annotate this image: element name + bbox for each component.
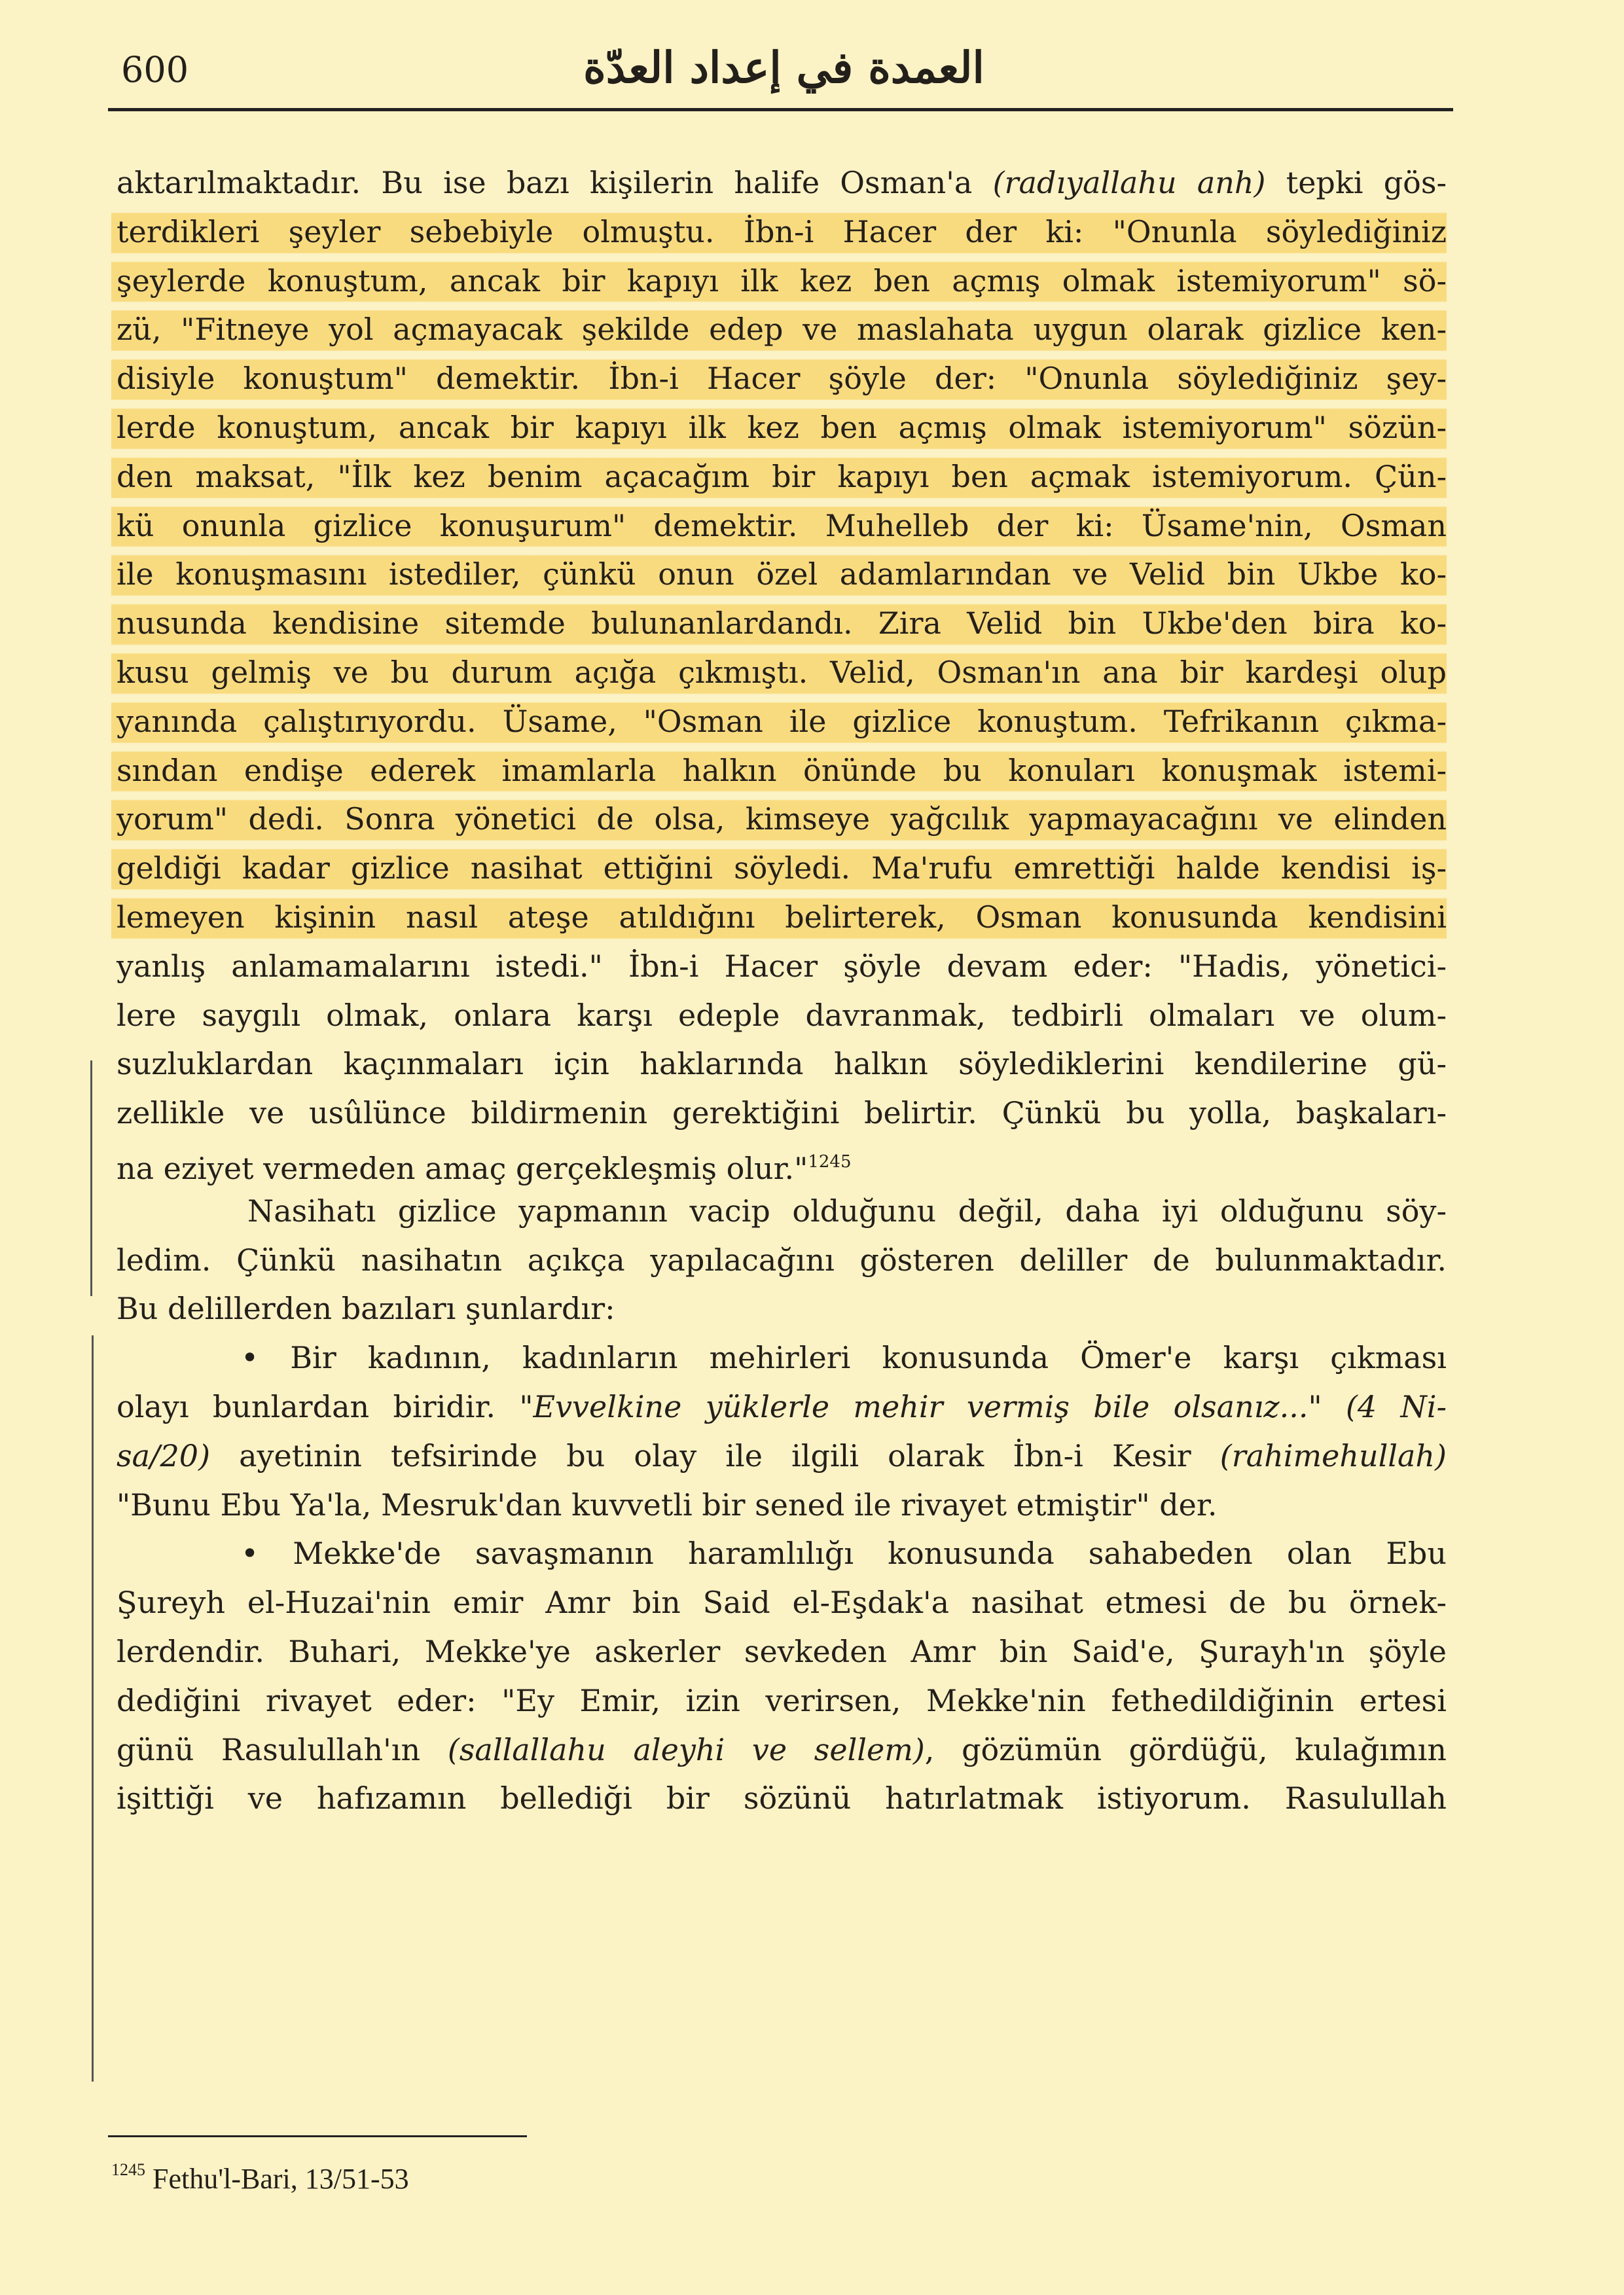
bullet-item: • Mekke'de savaşmanın haramlılığı konusunda sahabeden olan Ebu (241, 1536, 1447, 1572)
text-line: ledim. Çünkü nasihatın açıkça yapılacağını gösteren deliller de bulunmaktadır. (117, 1242, 1447, 1278)
text-line: lere saygılı olmak, onlara karşı edeple davranmak, tedbirli olmaları ve olum- (117, 997, 1447, 1033)
honorific: (radıyallahu anh) (992, 165, 1266, 200)
text-line: Şureyh el-Huzai'nin emir Amr bin Said el-Eşdak'a nasihat etmesi de bu örnek- (117, 1585, 1447, 1621)
text-line: disiyle konuştum" demektir. İbn-i Hacer şöyle der: "Onunla söylediğiniz şey- (111, 354, 1447, 403)
text-line: Bu delillerden bazıları şunlardır: (117, 1291, 615, 1327)
honorific: (sallallahu aleyhi ve sellem) (447, 1731, 925, 1767)
text-line: lerdendir. Buhari, Mekke'ye askerler sevkeden Amr bin Said'e, Şurayh'ın şöyle (117, 1633, 1447, 1669)
text-line: ile konuşmasını istediler, çünkü onun özel adamlarından ve Velid bin Ukbe ko- (111, 550, 1447, 599)
footnote (111, 2160, 409, 2196)
text-line: işittiği ve hafızamın bellediği bir sözünü hatırlatmak istiyorum. Rasulullah (117, 1780, 1447, 1816)
text-line: şeylerde konuştum, ancak bir kapıyı ilk kez ben açmış olmak istemiyorum" sö- (111, 257, 1447, 306)
text-line: kü onunla gizlice konuşurum" demektir. Muhelleb der ki: Üsame'nin, Osman (111, 501, 1447, 551)
pencil-margin-mark (92, 1335, 94, 2082)
body-text (117, 158, 1447, 1823)
text-line: zellikle ve usûlünce bildirmenin gerektiğini belirtir. Çünkü bu yolla, başkaları- (117, 1095, 1447, 1131)
header-rule (108, 108, 1453, 111)
text-line: "Bunu Ebu Ya'la, Mesruk'dan kuvvetli bir sened ile rivayet etmiştir" der. (117, 1487, 1218, 1523)
footnote-rule (108, 2135, 527, 2137)
quran-quote: "Evvelkine yüklerle mehir vermiş bile olsanız..." (4 Ni- (519, 1388, 1447, 1424)
footnote-text: Fethu'l-Bari, 13/51-53 (145, 2163, 409, 2195)
footnote-reference: 1245 (808, 1151, 852, 1172)
text-line: terdikleri şeyler sebebiyle olmuştu. İbn-i Hacer der ki: "Onunla söylediğiniz (111, 208, 1447, 257)
text-line: zü, "Fitneye yol açmayacak şekilde edep ve maslahata uygun olarak gizlice ken- (111, 305, 1447, 354)
text-line: yorum" dedi. Sonra yönetici de olsa, kimseye yağcılık yapmayacağını ve elinden (111, 795, 1447, 844)
text-line: sından endişe ederek imamlarla halkın önünde bu konuları konuşmak istemi- (111, 746, 1447, 795)
text-line: nusunda kendisine sitemde bulunanlardandı. Zira Velid bin Ukbe'den bira ko- (111, 599, 1447, 648)
text-line: na eziyet vermeden amaç gerçekleşmiş olur."$^{1245}$ (117, 1150, 852, 1186)
text-line: suzluklardan kaçınmaları için haklarında halkın söylediklerini kendilerine gü- (117, 1046, 1447, 1082)
page-number: 600 (121, 49, 189, 90)
text-line: den maksat, "İlk kez benim açacağım bir kapıyı ben açmak istemiyorum. Çün- (111, 452, 1447, 501)
bullet-item: • Bir kadının, kadınların mehirleri konusunda Ömer'e karşı çıkması (241, 1340, 1447, 1376)
running-header (115, 39, 1453, 111)
text-line: yanında çalıştırıyordu. Üsame, "Osman ile gizlice konuştum. Tefrikanın çıkma- (111, 697, 1447, 746)
running-title: العمدة في إعداد العدّة (583, 42, 984, 93)
honorific: (rahimehullah) (1219, 1437, 1447, 1473)
text-line: Nasihatı gizlice yapmanın vacip olduğunu değil, daha iyi olduğunu söy- (247, 1193, 1447, 1229)
footnote-number: 1245 (111, 2160, 145, 2179)
text-line: geldiği kadar gizlice nasihat ettiğini söyledi. Ma'rufu emrettiği halde kendisi iş- (111, 844, 1447, 893)
text-line: dediğini rivayet eder: "Ey Emir, izin verirsen, Mekke'nin fethedildiğinin ertesi (117, 1682, 1447, 1718)
text-line: kusu gelmiş ve bu durum açığa çıkmıştı. Velid, Osman'ın ana bir kardeşi olup (111, 648, 1447, 697)
text-line: olayı bunlardan biridir. "Evvelkine yüklerle mehir vermiş bile olsanız..." (4 Ni- (117, 1388, 1447, 1424)
pencil-margin-mark (90, 1060, 92, 1296)
text-line: lerde konuştum, ancak bir kapıyı ilk kez ben açmış olmak istemiyorum" sözün- (111, 403, 1447, 452)
text-line: günü Rasulullah'ın (sallallahu aleyhi ve sellem), gözümün gördüğü, kulağımın (117, 1731, 1447, 1767)
text-line: lemeyen kişinin nasıl ateşe atıldığını belirterek, Osman konusunda kendisini (111, 893, 1447, 942)
text-line: sa/20) ayetinin tefsirinde bu olay ile ilgili olarak İbn-i Kesir (rahimehullah) (117, 1437, 1447, 1473)
text-line: aktarılmaktadır. Bu ise bazı kişilerin halife Osman'a (radıyallahu anh) tepki gös- (117, 165, 1447, 200)
text-line: yanlış anlamamalarını istedi." İbn-i Hacer şöyle devam eder: "Hadis, yönetici- (117, 948, 1447, 984)
